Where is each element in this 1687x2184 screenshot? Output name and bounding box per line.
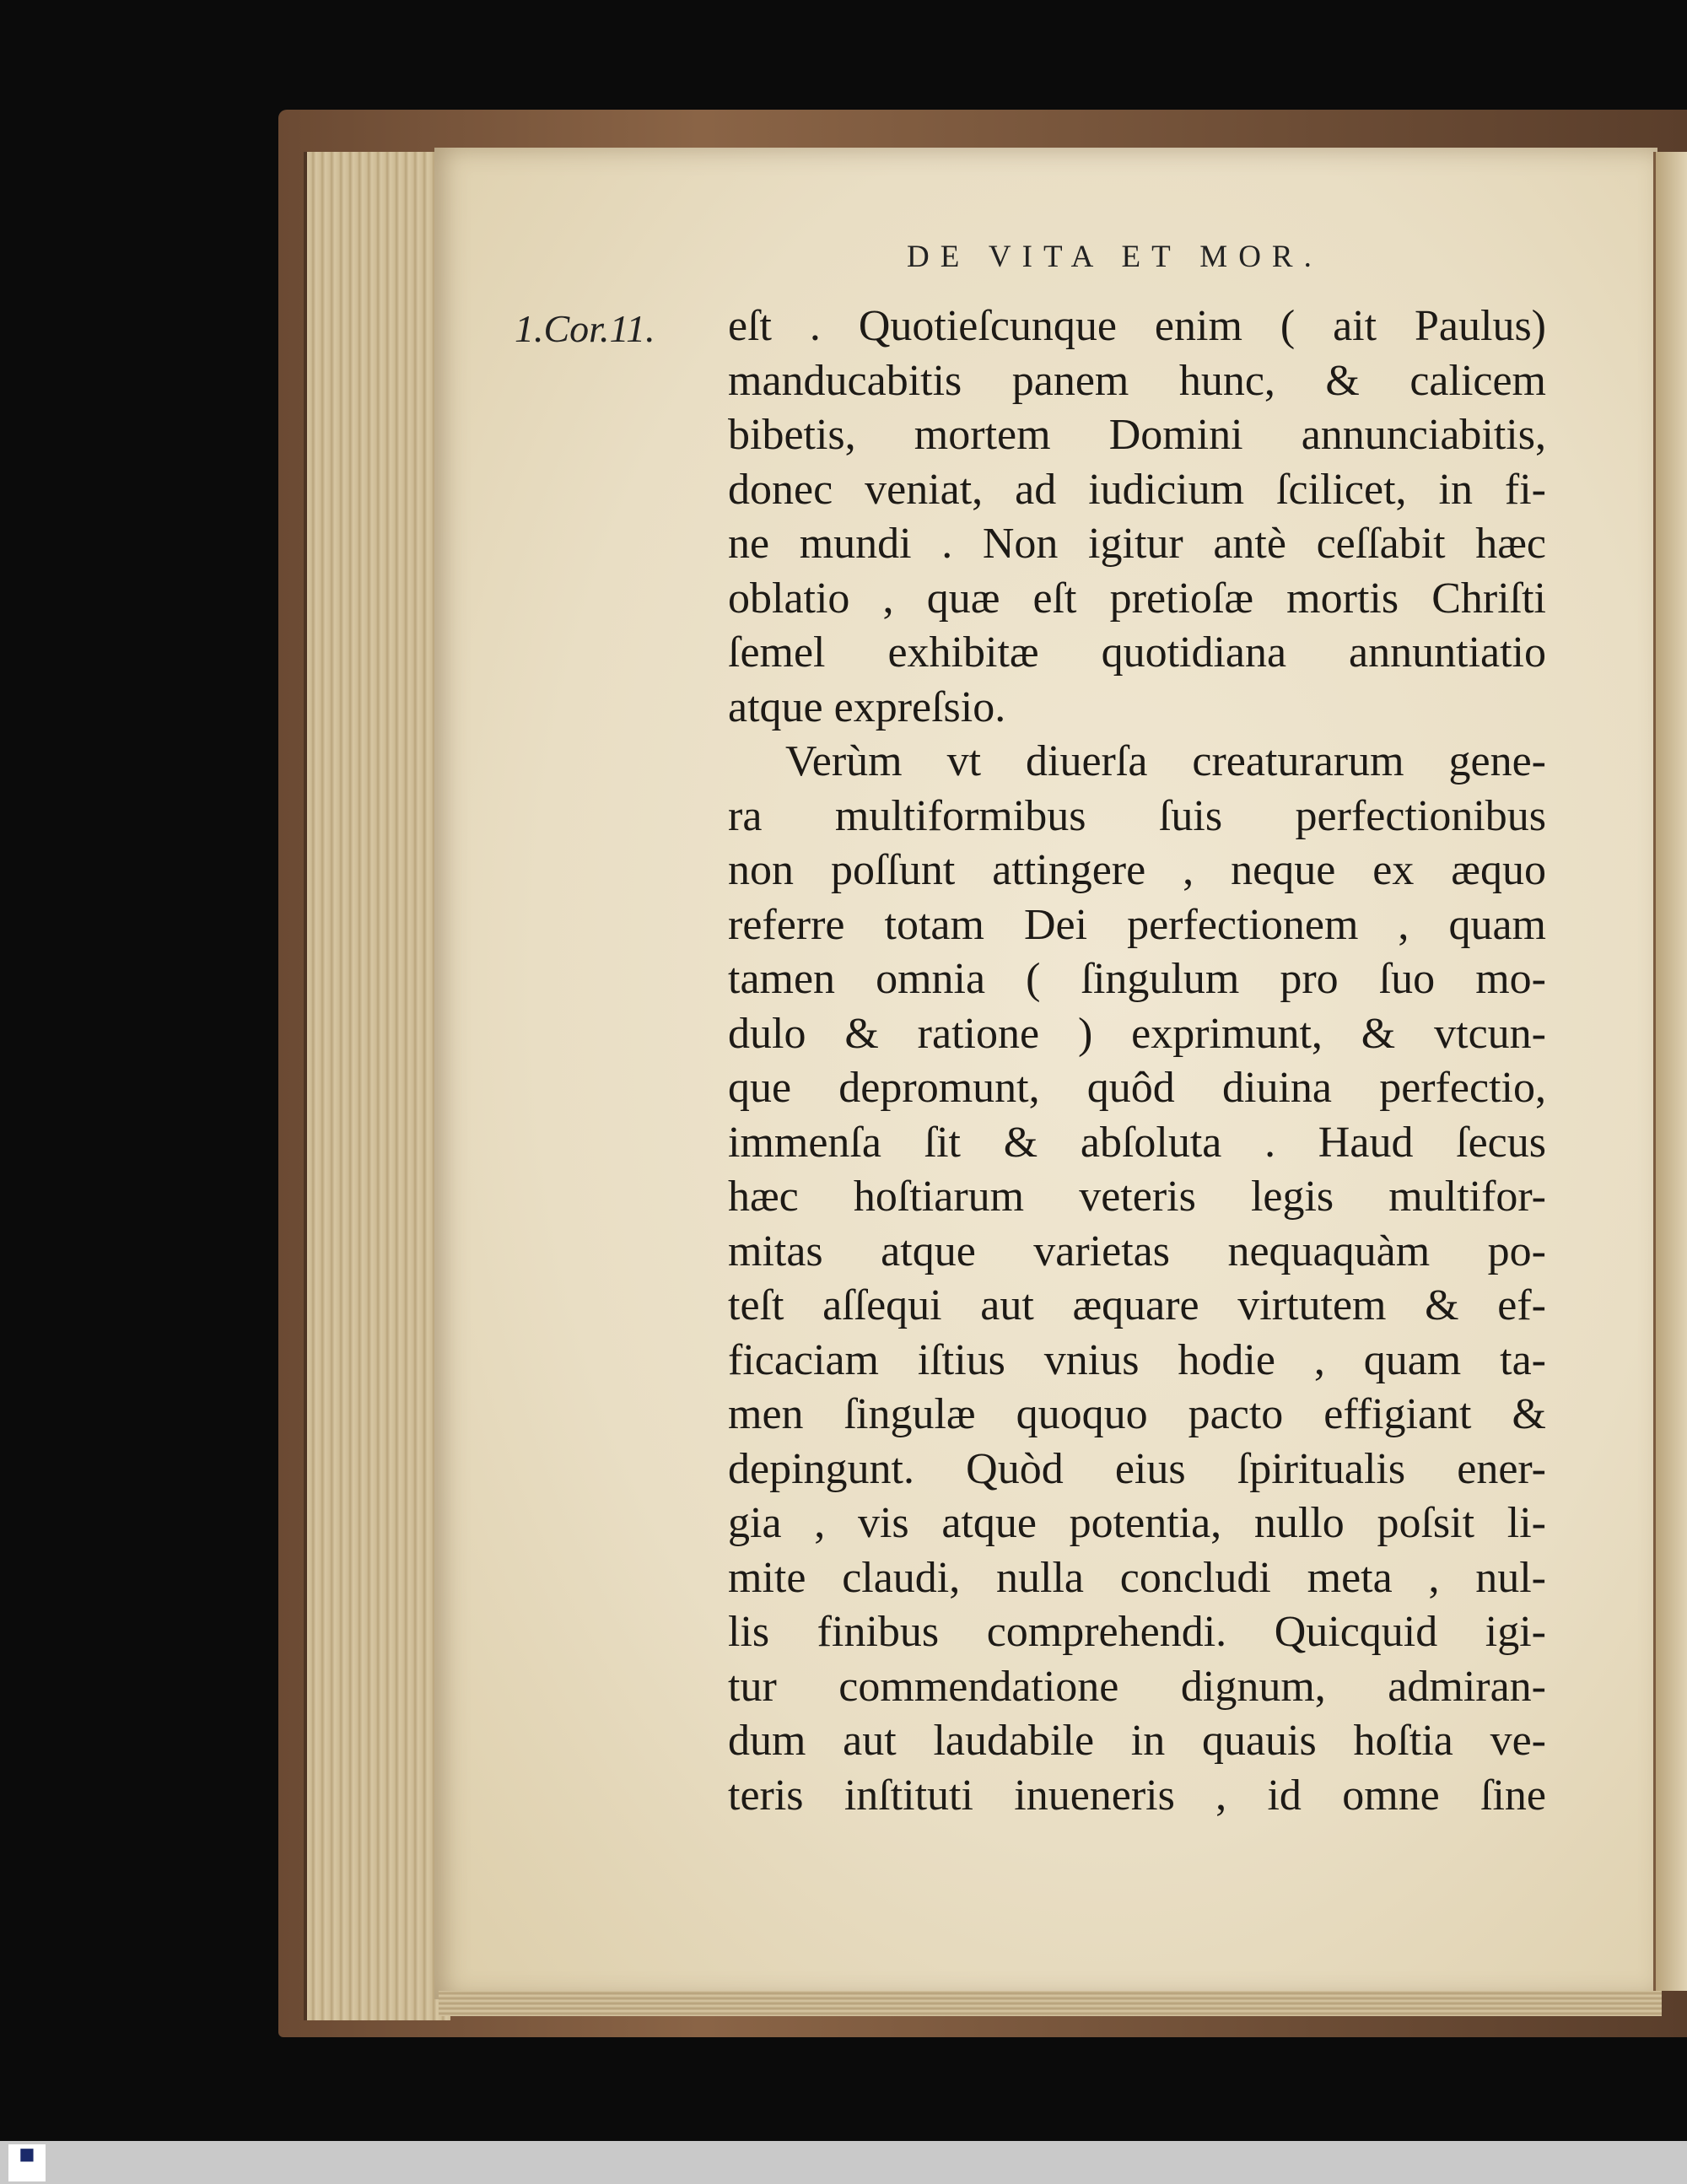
text-line: gia , vis atque potentia, nullo poſsit li- — [728, 1499, 1546, 1547]
text-line: lis finibus comprehendi. Quicquid igi- — [728, 1608, 1546, 1656]
text-line: hæc hoſtiarum veteris legis multifor- — [728, 1173, 1546, 1221]
bottom-page-edge — [439, 1991, 1662, 2016]
text-line: ra multiformibus ſuis perfectionibus — [728, 791, 1546, 840]
text-line: eſt . Quotieſcunque enim ( ait Paulus) — [728, 302, 1546, 350]
text-line: teris inſtituti inueneris , id omne ſine — [728, 1771, 1546, 1820]
text-line: dum aut laudabile in quauis hoſtia ve- — [728, 1717, 1546, 1765]
text-line: non poſſunt attingere , neque ex æquo — [728, 846, 1546, 894]
text-line: mitas atque varietas nequaquàm po- — [728, 1227, 1546, 1275]
text-line: Verùm vt diuerſa creaturarum gene- — [785, 737, 1546, 785]
viewer-footer-bar — [0, 2141, 1687, 2184]
text-line: donec veniat, ad iudicium ſcilicet, in fi- — [728, 465, 1546, 514]
running-head: DE VITA ET MOR. — [907, 240, 1323, 274]
text-line: manducabitis panem hunc, & calicem — [728, 356, 1546, 405]
text-line: referre totam Dei perfectionem , quam — [728, 900, 1546, 949]
text-line: immenſa ſit & abſoluta . Haud ſecus — [728, 1118, 1546, 1167]
facing-page-edge — [1653, 152, 1687, 1991]
margin-note: 1.Cor.11. — [515, 307, 655, 350]
text-line: mite claudi, nulla concludi meta , nul- — [728, 1553, 1546, 1602]
text-line: atque expreſsio. — [728, 682, 1006, 731]
page-edges — [304, 152, 450, 2020]
body-text — [728, 299, 1546, 1823]
text-line: dulo & ratione ) exprimunt, & vtcun- — [728, 1009, 1546, 1058]
text-line: ſemel exhibitæ quotidiana annuntiatio — [728, 628, 1546, 677]
text-line: teſt aſſequi aut æquare virtutem & ef- — [728, 1281, 1546, 1329]
text-line: tur commendatione dignum, admiran- — [728, 1662, 1546, 1711]
text-line: oblatio , quæ eſt pretioſæ mortis Chriſti — [728, 574, 1546, 623]
text-line: bibetis, mortem Domini annunciabitis, — [728, 411, 1546, 459]
text-line: ficaciam iſtius vnius hodie , quam ta- — [728, 1335, 1546, 1384]
text-line: depingunt. Quòd eius ſpiritualis ener- — [728, 1444, 1546, 1493]
text-line: que depromunt, quôd diuina perfectio, — [728, 1064, 1546, 1112]
text-line: ne mundi . Non igitur antè ceſſabit hæc — [728, 520, 1546, 568]
library-logo-icon: ■ — [8, 2144, 46, 2181]
text-line: tamen omnia ( ſingulum pro ſuo mo- — [728, 955, 1546, 1003]
text-line: men ſingulæ quoquo pacto effigiant & — [728, 1390, 1546, 1438]
